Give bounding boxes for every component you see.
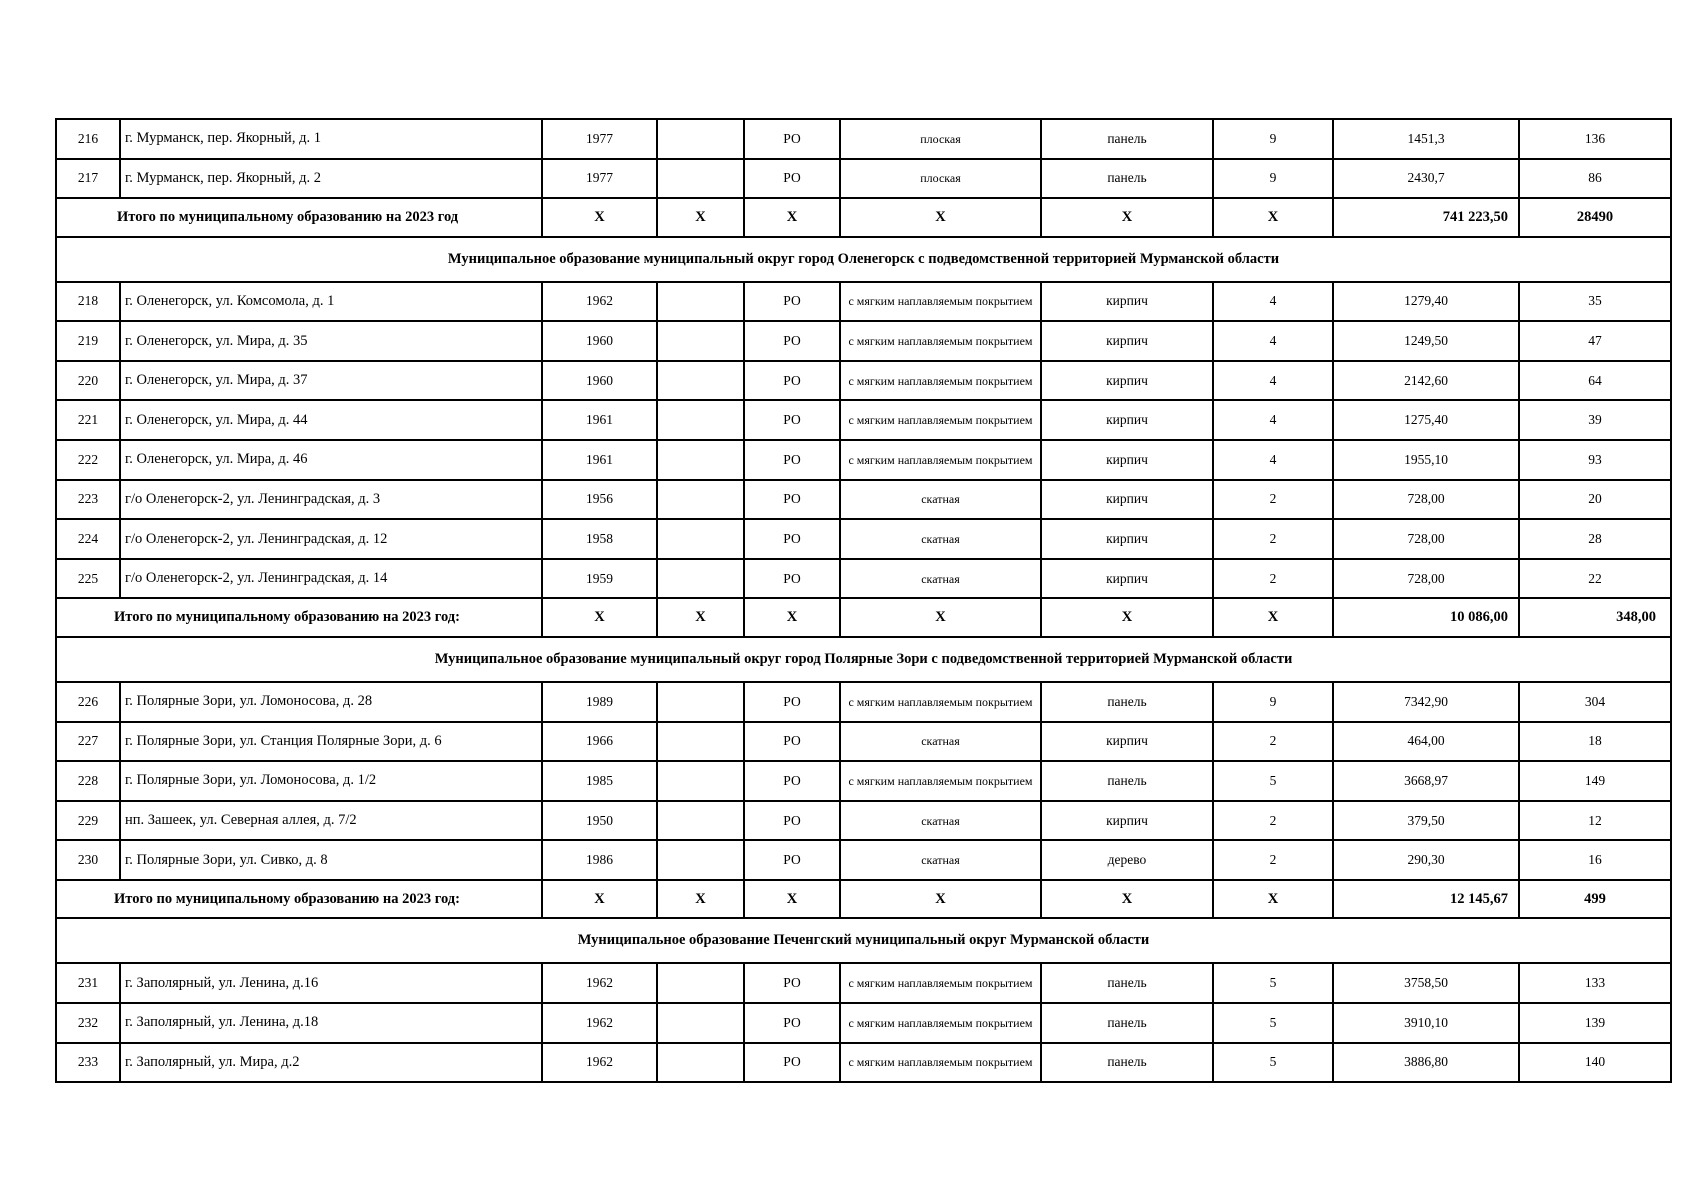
cell-address: г/о Оленегорск-2, ул. Ленинградская, д. 14 [120, 559, 542, 599]
cell-fund: РО [744, 1043, 840, 1083]
cell-roof: скатная [840, 559, 1041, 599]
cell-floors: 5 [1213, 1003, 1333, 1043]
cell-fund: РО [744, 801, 840, 841]
cell-fund: РО [744, 400, 840, 440]
cell-empty [657, 282, 744, 322]
cell-address: г. Оленегорск, ул. Мира, д. 44 [120, 400, 542, 440]
cell-area: 1275,40 [1333, 400, 1519, 440]
table-row [56, 963, 1671, 1003]
cell-roof: с мягким наплавляемым покрытием [840, 1043, 1041, 1083]
cell-year: 1977 [542, 119, 657, 159]
cell-floors: 4 [1213, 282, 1333, 322]
cell-year: 1961 [542, 440, 657, 480]
cell-empty [657, 321, 744, 361]
cell-fund: РО [744, 1003, 840, 1043]
cell-roof: с мягким наплавляемым покрытием [840, 440, 1041, 480]
cell-fund: РО [744, 440, 840, 480]
cell-fund: РО [744, 282, 840, 322]
cell-residents: 35 [1519, 282, 1671, 322]
cell-year: 1966 [542, 722, 657, 762]
cell-empty [657, 119, 744, 159]
cell-roof: с мягким наплавляемым покрытием [840, 963, 1041, 1003]
cell-year: 1958 [542, 519, 657, 559]
document-page [55, 118, 1670, 1083]
section-header-row [56, 918, 1671, 963]
cell-empty [657, 559, 744, 599]
cell-wall-material: панель [1041, 761, 1213, 801]
cell-number: 232 [56, 1003, 120, 1043]
total-x-mark: X [1213, 598, 1333, 637]
cell-roof: с мягким наплавляемым покрытием [840, 361, 1041, 401]
table-row [56, 722, 1671, 762]
cell-empty [657, 440, 744, 480]
cell-area: 728,00 [1333, 519, 1519, 559]
cell-year: 1962 [542, 282, 657, 322]
section-header-row [56, 637, 1671, 682]
table-row [56, 519, 1671, 559]
cell-number: 216 [56, 119, 120, 159]
cell-address: г. Оленегорск, ул. Комсомола, д. 1 [120, 282, 542, 322]
cell-empty [657, 519, 744, 559]
total-x-mark: X [744, 598, 840, 637]
total-x-mark: X [657, 598, 744, 637]
cell-fund: РО [744, 321, 840, 361]
total-x-mark: X [1041, 198, 1213, 237]
cell-number: 231 [56, 963, 120, 1003]
cell-fund: РО [744, 480, 840, 520]
cell-floors: 9 [1213, 682, 1333, 722]
cell-number: 217 [56, 159, 120, 199]
total-label: Итого по муниципальному образованию на 2023 год [56, 198, 542, 237]
cell-year: 1959 [542, 559, 657, 599]
cell-roof: с мягким наплавляемым покрытием [840, 321, 1041, 361]
cell-empty [657, 361, 744, 401]
cell-roof: скатная [840, 480, 1041, 520]
cell-floors: 4 [1213, 321, 1333, 361]
cell-roof: скатная [840, 801, 1041, 841]
cell-floors: 2 [1213, 519, 1333, 559]
cell-empty [657, 480, 744, 520]
section-title: Муниципальное образование муниципальный округ город Полярные Зори с подведомственной территорией Мурманской области [56, 637, 1671, 682]
cell-residents: 20 [1519, 480, 1671, 520]
cell-fund: РО [744, 519, 840, 559]
cell-floors: 5 [1213, 1043, 1333, 1083]
total-x-mark: X [1213, 880, 1333, 919]
table-row [56, 1043, 1671, 1083]
cell-wall-material: панель [1041, 1043, 1213, 1083]
cell-floors: 2 [1213, 480, 1333, 520]
cell-wall-material: панель [1041, 159, 1213, 199]
cell-area: 2430,7 [1333, 159, 1519, 199]
table-row [56, 119, 1671, 159]
total-residents: 348,00 [1519, 598, 1671, 637]
cell-year: 1950 [542, 801, 657, 841]
housing-table [55, 118, 1672, 1083]
cell-floors: 4 [1213, 361, 1333, 401]
cell-address: г. Полярные Зори, ул. Сивко, д. 8 [120, 840, 542, 880]
cell-empty [657, 722, 744, 762]
cell-number: 225 [56, 559, 120, 599]
total-x-mark: X [657, 880, 744, 919]
cell-wall-material: кирпич [1041, 440, 1213, 480]
cell-address: г. Оленегорск, ул. Мира, д. 46 [120, 440, 542, 480]
cell-wall-material: дерево [1041, 840, 1213, 880]
total-label: Итого по муниципальному образованию на 2023 год: [56, 880, 542, 919]
cell-area: 3668,97 [1333, 761, 1519, 801]
cell-wall-material: кирпич [1041, 321, 1213, 361]
cell-number: 228 [56, 761, 120, 801]
table-row [56, 480, 1671, 520]
table-row [56, 559, 1671, 599]
cell-wall-material: кирпич [1041, 801, 1213, 841]
cell-residents: 86 [1519, 159, 1671, 199]
cell-address: г. Мурманск, пер. Якорный, д. 1 [120, 119, 542, 159]
cell-fund: РО [744, 722, 840, 762]
cell-year: 1956 [542, 480, 657, 520]
cell-empty [657, 761, 744, 801]
total-x-mark: X [744, 198, 840, 237]
cell-area: 2142,60 [1333, 361, 1519, 401]
total-x-mark: X [542, 598, 657, 637]
table-row [56, 1003, 1671, 1043]
cell-area: 1279,40 [1333, 282, 1519, 322]
cell-residents: 139 [1519, 1003, 1671, 1043]
cell-address: г. Полярные Зори, ул. Ломоносова, д. 1/2 [120, 761, 542, 801]
cell-area: 3910,10 [1333, 1003, 1519, 1043]
cell-area: 728,00 [1333, 480, 1519, 520]
cell-roof: с мягким наплавляемым покрытием [840, 1003, 1041, 1043]
total-x-mark: X [1041, 880, 1213, 919]
cell-number: 223 [56, 480, 120, 520]
cell-wall-material: кирпич [1041, 480, 1213, 520]
cell-floors: 9 [1213, 159, 1333, 199]
table-body [56, 119, 1671, 1082]
total-x-mark: X [1213, 198, 1333, 237]
cell-roof: скатная [840, 519, 1041, 559]
cell-year: 1960 [542, 361, 657, 401]
cell-empty [657, 400, 744, 440]
table-row [56, 801, 1671, 841]
cell-wall-material: кирпич [1041, 400, 1213, 440]
cell-wall-material: кирпич [1041, 282, 1213, 322]
cell-residents: 39 [1519, 400, 1671, 440]
cell-roof: скатная [840, 840, 1041, 880]
cell-roof: с мягким наплавляемым покрытием [840, 682, 1041, 722]
cell-area: 379,50 [1333, 801, 1519, 841]
cell-residents: 22 [1519, 559, 1671, 599]
cell-area: 1955,10 [1333, 440, 1519, 480]
cell-address: г. Оленегорск, ул. Мира, д. 35 [120, 321, 542, 361]
cell-empty [657, 1003, 744, 1043]
cell-number: 218 [56, 282, 120, 322]
cell-number: 229 [56, 801, 120, 841]
cell-floors: 9 [1213, 119, 1333, 159]
total-x-mark: X [840, 598, 1041, 637]
cell-address: г. Полярные Зори, ул. Ломоносова, д. 28 [120, 682, 542, 722]
cell-floors: 2 [1213, 722, 1333, 762]
cell-floors: 2 [1213, 840, 1333, 880]
cell-floors: 2 [1213, 559, 1333, 599]
total-row [56, 598, 1671, 637]
cell-roof: с мягким наплавляемым покрытием [840, 761, 1041, 801]
cell-residents: 93 [1519, 440, 1671, 480]
table-row [56, 761, 1671, 801]
cell-wall-material: панель [1041, 682, 1213, 722]
table-row [56, 840, 1671, 880]
cell-area: 1451,3 [1333, 119, 1519, 159]
total-label: Итого по муниципальному образованию на 2023 год: [56, 598, 542, 637]
cell-residents: 140 [1519, 1043, 1671, 1083]
total-residents: 28490 [1519, 198, 1671, 237]
cell-address: г. Заполярный, ул. Мира, д.2 [120, 1043, 542, 1083]
total-area: 10 086,00 [1333, 598, 1519, 637]
cell-address: г/о Оленегорск-2, ул. Ленинградская, д. 12 [120, 519, 542, 559]
total-x-mark: X [840, 880, 1041, 919]
cell-empty [657, 840, 744, 880]
cell-number: 230 [56, 840, 120, 880]
cell-roof: плоская [840, 119, 1041, 159]
table-row [56, 361, 1671, 401]
cell-address: г. Мурманск, пер. Якорный, д. 2 [120, 159, 542, 199]
cell-residents: 64 [1519, 361, 1671, 401]
cell-empty [657, 963, 744, 1003]
cell-roof: с мягким наплавляемым покрытием [840, 282, 1041, 322]
total-x-mark: X [744, 880, 840, 919]
table-row [56, 400, 1671, 440]
cell-address: г. Заполярный, ул. Ленина, д.18 [120, 1003, 542, 1043]
cell-number: 233 [56, 1043, 120, 1083]
cell-year: 1962 [542, 1003, 657, 1043]
cell-wall-material: кирпич [1041, 361, 1213, 401]
cell-floors: 4 [1213, 400, 1333, 440]
cell-roof: с мягким наплавляемым покрытием [840, 400, 1041, 440]
cell-year: 1960 [542, 321, 657, 361]
table-row [56, 321, 1671, 361]
table-row [56, 282, 1671, 322]
cell-residents: 133 [1519, 963, 1671, 1003]
cell-fund: РО [744, 559, 840, 599]
cell-wall-material: кирпич [1041, 559, 1213, 599]
cell-roof: плоская [840, 159, 1041, 199]
cell-year: 1985 [542, 761, 657, 801]
cell-number: 221 [56, 400, 120, 440]
cell-address: г. Заполярный, ул. Ленина, д.16 [120, 963, 542, 1003]
cell-fund: РО [744, 840, 840, 880]
cell-fund: РО [744, 159, 840, 199]
total-x-mark: X [657, 198, 744, 237]
cell-year: 1962 [542, 963, 657, 1003]
total-x-mark: X [542, 198, 657, 237]
cell-area: 3886,80 [1333, 1043, 1519, 1083]
cell-residents: 16 [1519, 840, 1671, 880]
cell-area: 3758,50 [1333, 963, 1519, 1003]
cell-empty [657, 1043, 744, 1083]
total-x-mark: X [840, 198, 1041, 237]
cell-wall-material: кирпич [1041, 722, 1213, 762]
cell-area: 464,00 [1333, 722, 1519, 762]
cell-fund: РО [744, 963, 840, 1003]
cell-address: г. Полярные Зори, ул. Станция Полярные Зори, д. 6 [120, 722, 542, 762]
cell-area: 290,30 [1333, 840, 1519, 880]
cell-address: г/о Оленегорск-2, ул. Ленинградская, д. 3 [120, 480, 542, 520]
section-title: Муниципальное образование муниципальный округ город Оленегорск с подведомственной территорией Мурманской области [56, 237, 1671, 282]
total-area: 741 223,50 [1333, 198, 1519, 237]
cell-year: 1977 [542, 159, 657, 199]
cell-year: 1989 [542, 682, 657, 722]
total-row [56, 880, 1671, 919]
section-title: Муниципальное образование Печенгский муниципальный округ Мурманской области [56, 918, 1671, 963]
cell-fund: РО [744, 119, 840, 159]
total-x-mark: X [542, 880, 657, 919]
total-area: 12 145,67 [1333, 880, 1519, 919]
cell-floors: 2 [1213, 801, 1333, 841]
cell-roof: скатная [840, 722, 1041, 762]
cell-number: 224 [56, 519, 120, 559]
cell-area: 1249,50 [1333, 321, 1519, 361]
cell-fund: РО [744, 761, 840, 801]
cell-floors: 4 [1213, 440, 1333, 480]
total-residents: 499 [1519, 880, 1671, 919]
cell-number: 222 [56, 440, 120, 480]
cell-year: 1962 [542, 1043, 657, 1083]
cell-number: 227 [56, 722, 120, 762]
cell-residents: 136 [1519, 119, 1671, 159]
table-row [56, 440, 1671, 480]
total-row [56, 198, 1671, 237]
total-x-mark: X [1041, 598, 1213, 637]
section-header-row [56, 237, 1671, 282]
cell-number: 226 [56, 682, 120, 722]
cell-residents: 304 [1519, 682, 1671, 722]
cell-residents: 47 [1519, 321, 1671, 361]
cell-empty [657, 801, 744, 841]
cell-wall-material: панель [1041, 1003, 1213, 1043]
cell-wall-material: панель [1041, 963, 1213, 1003]
cell-number: 219 [56, 321, 120, 361]
cell-fund: РО [744, 682, 840, 722]
cell-address: нп. Зашеек, ул. Северная аллея, д. 7/2 [120, 801, 542, 841]
table-row [56, 159, 1671, 199]
cell-year: 1986 [542, 840, 657, 880]
cell-residents: 149 [1519, 761, 1671, 801]
cell-area: 7342,90 [1333, 682, 1519, 722]
cell-wall-material: кирпич [1041, 519, 1213, 559]
cell-year: 1961 [542, 400, 657, 440]
cell-empty [657, 682, 744, 722]
cell-address: г. Оленегорск, ул. Мира, д. 37 [120, 361, 542, 401]
cell-number: 220 [56, 361, 120, 401]
cell-fund: РО [744, 361, 840, 401]
cell-residents: 18 [1519, 722, 1671, 762]
cell-residents: 28 [1519, 519, 1671, 559]
cell-floors: 5 [1213, 761, 1333, 801]
cell-wall-material: панель [1041, 119, 1213, 159]
cell-empty [657, 159, 744, 199]
cell-area: 728,00 [1333, 559, 1519, 599]
cell-residents: 12 [1519, 801, 1671, 841]
cell-floors: 5 [1213, 963, 1333, 1003]
table-row [56, 682, 1671, 722]
